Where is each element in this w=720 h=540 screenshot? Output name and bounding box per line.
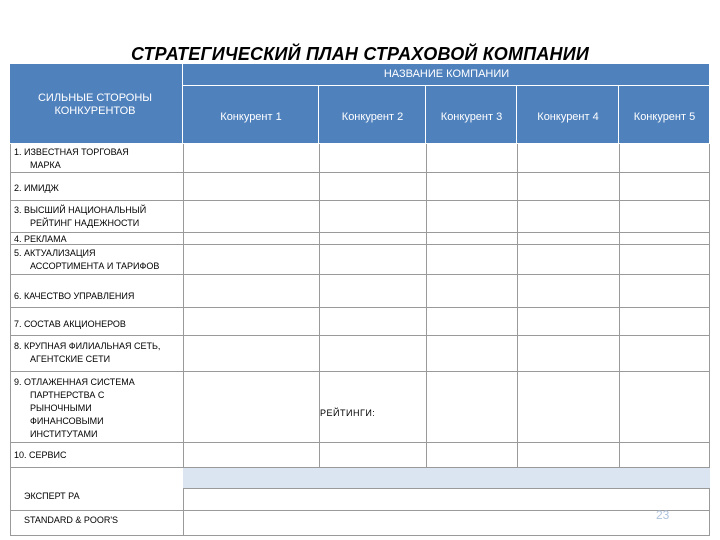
row-label (12, 290, 134, 303)
row-label (12, 247, 159, 273)
row-label-first-line: 5. АКТУАЛИЗАЦИЯ (14, 248, 96, 258)
row-label (12, 146, 129, 172)
ratings-band (183, 467, 710, 489)
row-label-first-line: 1. ИЗВЕСТНАЯ ТОРГОВАЯ (14, 147, 129, 157)
row-label (12, 376, 135, 441)
company-name-header: НАЗВАНИЕ КОМПАНИИ (383, 68, 510, 80)
competitor-5-header: Конкурент 5 (633, 111, 696, 123)
row-label-continuation: АССОРТИМЕНТА И ТАРИФОВ (30, 261, 160, 271)
row-label (12, 449, 67, 462)
rating-row-label: STANDARD & POOR'S (24, 515, 119, 525)
competitor-2-header: Конкурент 2 (341, 111, 404, 123)
page-number: 23 (656, 508, 670, 522)
competitor-3-header: Конкурент 3 (440, 111, 503, 123)
row-label-continuation: РЕЙТИНГ НАДЕЖНОСТИ (30, 218, 140, 228)
row-label (12, 233, 67, 246)
row-label (12, 204, 146, 230)
competitor-1-header: Конкурент 1 (220, 111, 282, 123)
row-label-continuation: РЫНОЧНЫМИ (30, 403, 92, 413)
row-label-continuation: МАРКА (30, 160, 61, 170)
row-label (12, 340, 160, 366)
row-label-first-line: 8. КРУПНАЯ ФИЛИАЛЬНАЯ СЕТЬ, (14, 341, 161, 351)
row-label-first-line: 3. ВЫСШИЙ НАЦИОНАЛЬНЫЙ (14, 205, 147, 215)
row-label-first-line: 10. СЕРВИС (14, 450, 67, 460)
row-label-first-line: 4. РЕКЛАМА (14, 234, 67, 244)
page-title: СТРАТЕГИЧЕСКИЙ ПЛАН СТРАХОВОЙ КОМПАНИИ (130, 44, 590, 64)
row-label-first-line: 7. СОСТАВ АКЦИОНЕРОВ (14, 319, 126, 329)
row-label (12, 182, 59, 195)
row-label-first-line: 6. КАЧЕСТВО УПРАВЛЕНИЯ (14, 291, 135, 301)
row-label-first-line: 9. ОТЛАЖЕННАЯ СИСТЕМА (14, 377, 135, 387)
row-label-continuation: ПАРТНЕРСТВА С (30, 390, 105, 400)
row-label-continuation: ИНСТИТУТАМИ (30, 429, 98, 439)
strengths-header: СИЛЬНЫЕ СТОРОНЫ КОНКУРЕНТОВ (37, 92, 153, 117)
row-label-continuation: ФИНАНСОВЫМИ (30, 416, 104, 426)
competitor-4-header: Конкурент 4 (537, 111, 599, 123)
row-label-continuation: АГЕНТСКИЕ СЕТИ (30, 354, 111, 364)
ratings-label: РЕЙТИНГИ: (320, 408, 376, 418)
rating-row-label: ЭКСПЕРТ РА (24, 491, 80, 501)
row-label-first-line: 2. ИМИДЖ (14, 183, 59, 193)
row-label (12, 318, 126, 331)
